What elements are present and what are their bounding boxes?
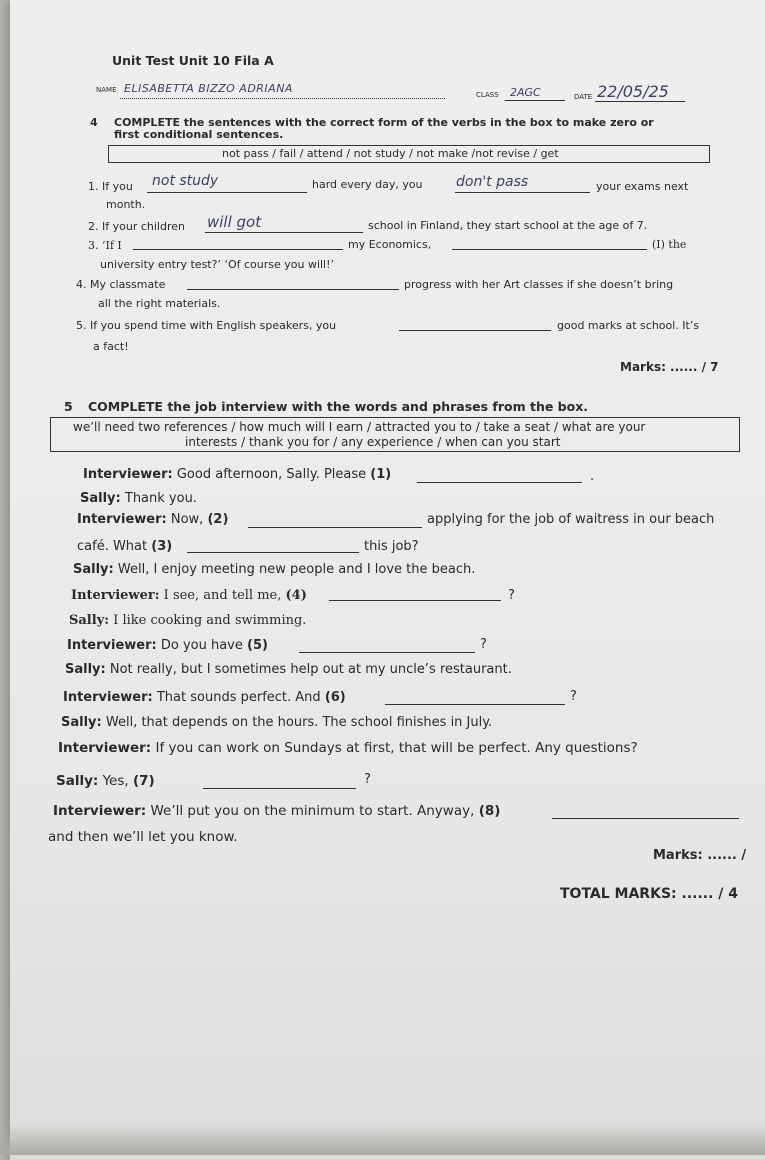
paper-shadow: [0, 1125, 765, 1155]
ex5-line-6-end: ?: [508, 588, 515, 603]
test-title: Unit Test Unit 10 Fila A: [112, 53, 274, 68]
ex5-instruction: COMPLETE the job interview with the words and phrases from the box.: [88, 399, 589, 414]
ex4-number: 4: [90, 116, 98, 129]
ex5-line-8: Interviewer: Do you have (5): [67, 638, 268, 653]
ex4-s3-part-b: my Economics,: [348, 238, 432, 251]
ex4-s2-part-a: 2. If your children: [88, 220, 185, 233]
ex4-s2-answer: will got: [207, 213, 262, 231]
ex5-line-2: Sally: Thank you.: [80, 491, 197, 506]
ex4-s1-part-d: month.: [106, 198, 146, 211]
ex4-s3-part-d: university entry test?’ ‘Of course you will!’: [100, 258, 335, 271]
ex5-blank-6[interactable]: [385, 704, 565, 705]
date-value: 22/05/25: [597, 82, 669, 101]
ex5-line-4: café. What (3): [77, 539, 173, 554]
ex4-s4-blank[interactable]: [187, 289, 399, 290]
ex5-line-8-end: ?: [480, 637, 487, 652]
ex5-line-13-end: ?: [364, 772, 371, 787]
ex5-phrase-box-line-2: interests / thank you for / any experience / when can you start: [185, 435, 561, 449]
ex5-blank-1[interactable]: [417, 482, 582, 483]
class-line: [505, 100, 565, 101]
ex5-line-10-end: ?: [570, 689, 577, 704]
ex5-line-12: Interviewer: If you can work on Sundays at first, that will be perfect. Any questions?: [58, 740, 638, 756]
ex5-line-1: Interviewer: Good afternoon, Sally. Please (1): [83, 467, 392, 482]
ex4-s3-part-c: (I) the: [652, 238, 687, 251]
ex4-instruction-2: first conditional sentences.: [114, 128, 284, 141]
ex4-s1-blank-2[interactable]: [455, 192, 590, 193]
ex4-s5-part-b: good marks at school. It’s: [557, 319, 700, 332]
date-label: DATE: [574, 93, 593, 101]
worksheet-page: [10, 0, 765, 1160]
ex5-line-5: Sally: Well, I enjoy meeting new people and I love the beach.: [73, 562, 476, 577]
ex5-number: 5: [64, 399, 73, 414]
ex5-blank-7[interactable]: [203, 788, 356, 789]
total-marks: TOTAL MARKS: ...... / 4: [560, 886, 739, 902]
ex4-instruction-1: COMPLETE the sentences with the correct form of the verbs in the box to make zero or: [114, 116, 654, 129]
ex4-s3-blank-1[interactable]: [133, 249, 343, 250]
name-label: NAME: [96, 86, 117, 94]
ex4-s2-part-b: school in Finland, they start school at the age of 7.: [368, 219, 648, 232]
ex5-line-3-end: applying for the job of waitress in our beach: [427, 512, 715, 527]
ex5-blank-4[interactable]: [329, 600, 501, 601]
ex4-s1-answer-2: don't pass: [456, 174, 529, 190]
ex5-line-11: Sally: Well, that depends on the hours. The school finishes in July.: [61, 715, 493, 730]
date-line: [595, 101, 685, 102]
ex5-line-14: Interviewer: We’ll put you on the minimum to start. Anyway, (8): [53, 803, 501, 819]
ex5-line-3: Interviewer: Now, (2): [77, 512, 229, 527]
ex4-s5-blank[interactable]: [399, 330, 551, 331]
ex4-s1-blank-1[interactable]: [147, 192, 307, 193]
ex4-s4-part-c: all the right materials.: [98, 297, 221, 310]
ex5-line-7: Sally: I like cooking and swimming.: [69, 613, 307, 628]
class-label: CLASS: [476, 91, 499, 99]
ex5-line-4-end: this job?: [364, 539, 419, 554]
ex5-blank-2[interactable]: [248, 527, 422, 528]
ex4-s2-blank[interactable]: [205, 232, 363, 233]
name-line: [120, 98, 445, 99]
name-value: ELISABETTA BIZZO ADRIANA: [124, 82, 293, 95]
ex4-s1-answer-1: not study: [152, 173, 219, 189]
ex5-blank-3[interactable]: [187, 552, 359, 553]
ex5-marks: Marks: ...... /: [653, 848, 747, 863]
ex5-phrase-box-line-1: we’ll need two references / how much will I earn / attracted you to / take a seat / what are your: [73, 420, 646, 434]
ex4-marks: Marks: ...... / 7: [620, 360, 719, 374]
ex4-s1-part-c: your exams next: [596, 180, 689, 193]
class-value: 2AGC: [510, 86, 541, 99]
ex5-line-6: Interviewer: I see, and tell me, (4): [71, 588, 307, 603]
ex4-s4-part-b: progress with her Art classes if she doesn’t bring: [404, 278, 674, 291]
ex4-s1-part-b: hard every day, you: [312, 178, 423, 191]
ex5-blank-8[interactable]: [552, 818, 739, 819]
ex5-blank-5[interactable]: [299, 652, 475, 653]
ex4-s4-part-a: 4. My classmate: [76, 278, 166, 291]
ex5-line-1-end: .: [590, 469, 595, 484]
ex5-line-15: and then we’ll let you know.: [48, 829, 238, 845]
ex5-line-10: Interviewer: That sounds perfect. And (6): [63, 690, 346, 705]
ex4-s3-part-a: 3. ‘If I: [88, 239, 122, 252]
ex5-line-9: Sally: Not really, but I sometimes help out at my uncle’s restaurant.: [65, 662, 512, 677]
ex4-s3-blank-2[interactable]: [452, 249, 647, 250]
ex4-word-box-text: not pass / fail / attend / not study / not make /not revise / get: [222, 147, 559, 160]
ex4-s5-part-a: 5. If you spend time with English speakers, you: [76, 319, 337, 332]
ex4-s5-part-c: a fact!: [93, 340, 129, 353]
ex5-line-13: Sally: Yes, (7): [56, 773, 155, 789]
ex4-s1-part-a: 1. If you: [88, 180, 133, 193]
